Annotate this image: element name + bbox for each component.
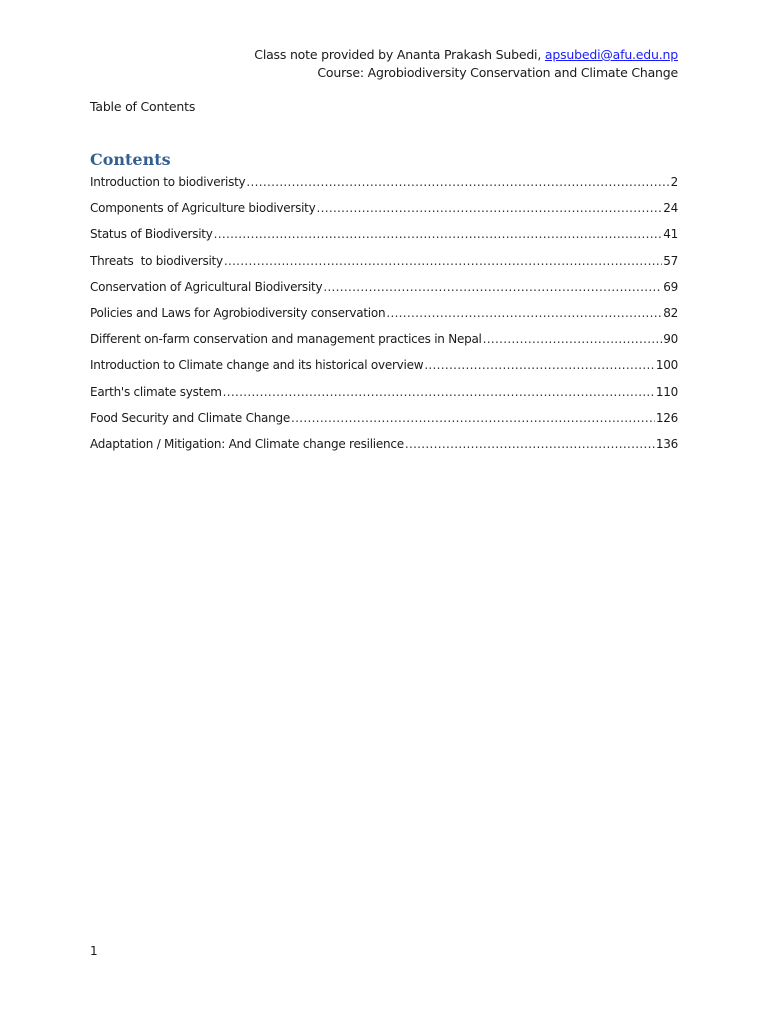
toc-entry-title: Different on-farm conservation and management practices in Nepal: [90, 332, 482, 347]
contents-heading: Contents: [90, 150, 171, 169]
toc-entry[interactable]: [90, 175, 678, 201]
toc-entry-title: Introduction to Climate change and its historical overview: [90, 358, 424, 373]
toc-entry-title: Earth's climate system: [90, 384, 222, 399]
toc-leader-dots: [223, 385, 655, 399]
toc-entry-page: 136: [655, 436, 678, 451]
toc-entry-page: 110: [655, 384, 678, 399]
email-link[interactable]: apsubedi@afu.edu.np: [544, 47, 678, 62]
toc-leader-dots: [386, 306, 662, 320]
toc-entry-title: Conservation of Agricultural Biodiversity: [90, 279, 323, 294]
toc-entry[interactable]: [90, 306, 678, 332]
toc-entry-page: 41: [663, 227, 678, 242]
header-course-line: Course: Agrobiodiversity Conservation and Climate Change: [317, 65, 678, 80]
toc-leader-dots: [483, 332, 663, 346]
toc-leader-dots: [405, 437, 655, 451]
toc-entry[interactable]: [90, 254, 678, 280]
toc-label: Table of Contents: [90, 99, 196, 114]
toc-entry[interactable]: [90, 332, 678, 358]
footer-page-number: 1: [90, 944, 98, 958]
toc-entry-title: Threats to biodiversity: [90, 253, 223, 268]
toc-entry-page: 126: [655, 410, 678, 425]
toc-entry-title: Components of Agriculture biodiversity: [90, 201, 316, 216]
toc-entry-title: Introduction to biodiveristy: [90, 175, 246, 189]
toc-leader-dots: [424, 358, 655, 372]
toc-leader-dots: [214, 227, 663, 241]
toc-leader-dots: [246, 175, 669, 189]
toc-entry-page: 100: [655, 358, 678, 373]
toc-entry-page: 57: [663, 253, 678, 268]
toc-leader-dots: [291, 411, 655, 425]
toc-entry[interactable]: [90, 358, 678, 384]
toc-leader-dots: [316, 201, 662, 215]
toc-entry[interactable]: [90, 201, 678, 227]
toc-entry-page: 82: [663, 305, 678, 320]
toc-entry-page: 90: [663, 332, 678, 347]
toc-entry[interactable]: [90, 411, 678, 437]
toc-entry-title: Policies and Laws for Agrobiodiversity conservation: [90, 305, 386, 320]
toc-entry-page: 24: [663, 201, 678, 216]
toc-entry[interactable]: [90, 437, 678, 463]
toc-entry-title: Adaptation / Mitigation: And Climate change resilience: [90, 436, 404, 451]
toc-entry-title: Food Security and Climate Change: [90, 410, 291, 425]
toc-leader-dots: [323, 280, 662, 294]
toc-entry[interactable]: [90, 227, 678, 253]
toc-entry[interactable]: [90, 280, 678, 306]
toc-leader-dots: [224, 254, 662, 268]
header-provider-line: [254, 46, 678, 64]
toc-list: [90, 175, 678, 463]
toc-entry-page: 2: [670, 175, 678, 189]
page-header: [254, 46, 678, 82]
toc-entry-title: Status of Biodiversity: [90, 227, 213, 242]
toc-entry-page: 69: [663, 279, 678, 294]
toc-entry[interactable]: [90, 385, 678, 411]
header-provider-text: Class note provided by Ananta Prakash Subedi,: [254, 47, 545, 62]
